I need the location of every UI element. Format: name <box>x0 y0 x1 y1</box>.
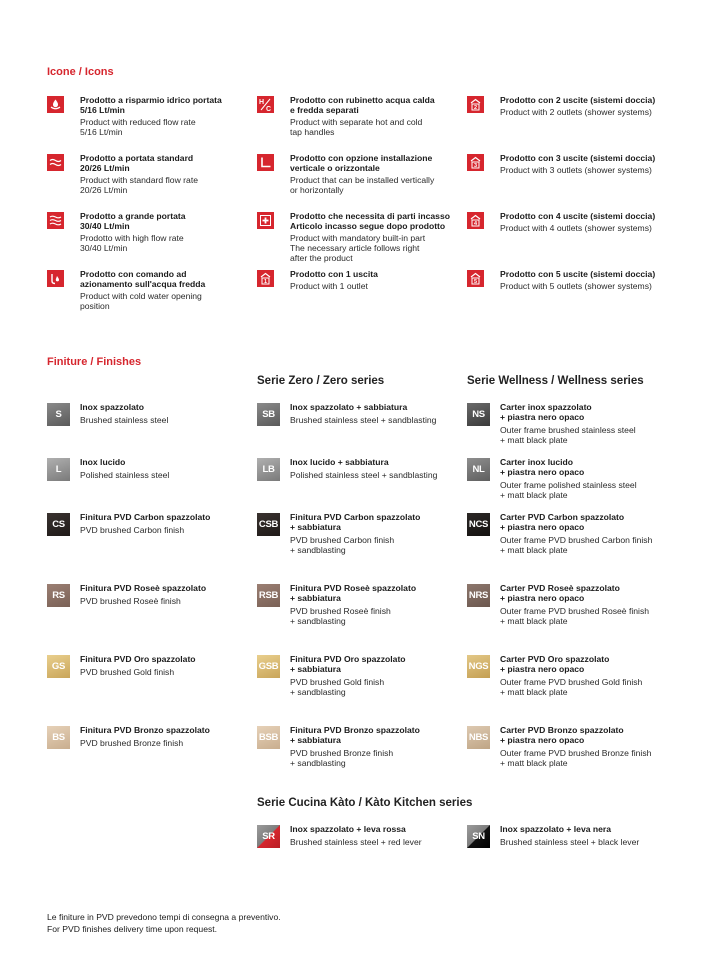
outlet-count: 1 <box>263 279 268 285</box>
outlet-count: 5 <box>473 279 478 285</box>
icon-label-it: Prodotto con 4 uscite (sistemi doccia) <box>500 211 656 221</box>
outlet-5-icon <box>467 270 484 287</box>
outlet-count: 2 <box>473 105 478 111</box>
footer-note <box>47 911 281 935</box>
finish-swatch: NRS <box>467 584 490 607</box>
finish-label-en: Polished stainless steel + sandblasting <box>290 470 438 480</box>
icon-label-it: Prodotto con opzione installazione verticale o orizzontale <box>290 153 433 173</box>
icon-label-it: Prodotto a risparmio idrico portata 5/16 Lt/min <box>80 95 222 115</box>
icon-label-it: Prodotto a portata standard 20/26 Lt/min <box>80 153 194 173</box>
icon-label-it: Prodotto con 2 uscite (sistemi doccia) <box>500 95 656 105</box>
built-in-icon <box>257 212 274 229</box>
finish-label-it: Finitura PVD Carbon spazzolato <box>80 512 211 522</box>
finish-label-it: Inox spazzolato + leva rossa <box>290 824 406 834</box>
finish-label-it: Finitura PVD Roseè spazzolato + sabbiatura <box>290 583 417 603</box>
finish-swatch: CS <box>47 513 70 536</box>
outlet-count: 4 <box>473 221 478 227</box>
finish-swatch: NL <box>467 458 490 481</box>
finish-swatch: SR <box>257 825 280 848</box>
icon-label-en: Product with standard flow rate 20/26 Lt/min <box>80 175 198 195</box>
finish-label-it: Finitura PVD Roseè spazzolato <box>80 583 207 593</box>
finish-label-en: Outer frame polished stainless steel + matt black plate <box>500 480 637 500</box>
svg-text:H: H <box>259 99 265 106</box>
finish-label-en: PVD brushed Bronze finish + sandblasting <box>290 748 394 768</box>
cold-opening-icon <box>47 270 64 287</box>
outlet-count: 3 <box>473 163 478 169</box>
finish-swatch: NBS <box>467 726 490 749</box>
finish-label-it: Finitura PVD Oro spazzolato <box>80 654 196 664</box>
footer-note-it: Le finiture in PVD prevedono tempi di consegna a preventivo. <box>47 912 281 922</box>
outlet-3-icon <box>467 154 484 171</box>
finish-label-it: Inox spazzolato + sabbiatura <box>290 402 408 412</box>
icon-label-it: Prodotto a grande portata 30/40 Lt/min <box>80 211 186 231</box>
finish-label-it: Carter PVD Carbon spazzolato + piastra nero opaco <box>500 512 625 532</box>
icon-label-it: Prodotto con 5 uscite (sistemi doccia) <box>500 269 656 279</box>
finish-swatch: GSB <box>257 655 280 678</box>
finish-swatch: BS <box>47 726 70 749</box>
icon-label-en: Product with 1 outlet <box>290 281 368 291</box>
finish-label-it: Inox lucido + sabbiatura <box>290 457 389 467</box>
icon-label-it: Prodotto con comando ad azionamento sull'acqua fredda <box>80 269 206 289</box>
icons-section-title: Icone / Icons <box>47 66 114 78</box>
finish-swatch: NCS <box>467 513 490 536</box>
icon-label-en: Prodotto with high flow rate 30/40 Lt/min <box>80 233 184 253</box>
triple-waves-icon <box>47 212 64 229</box>
icon-label-en: Product with mandatory built-in part The necessary article follows right after the product <box>290 233 426 263</box>
icon-label-en: Product with separate hot and cold tap handles <box>290 117 423 137</box>
icon-label-it: Prodotto con 3 uscite (sistemi doccia) <box>500 153 656 163</box>
icon-label-it: Prodotto con rubinetto acqua calda e fredda separati <box>290 95 435 115</box>
icon-label-en: Product with 4 outlets (shower systems) <box>500 223 652 233</box>
finish-label-en: PVD brushed Carbon finish <box>80 525 185 535</box>
finish-label-en: Polished stainless steel <box>80 470 170 480</box>
finish-swatch: RS <box>47 584 70 607</box>
finish-swatch: BSB <box>257 726 280 749</box>
finish-label-it: Finitura PVD Bronzo spazzolato + sabbiatura <box>290 725 420 745</box>
wellness-series-title: Serie Wellness / Wellness series <box>467 375 644 387</box>
finish-label-en: Brushed stainless steel + black lever <box>500 837 640 847</box>
finish-swatch: RSB <box>257 584 280 607</box>
finish-label-en: Outer frame PVD brushed Carbon finish + matt black plate <box>500 535 653 555</box>
icon-label-en: Product with 3 outlets (shower systems) <box>500 165 652 175</box>
finish-label-it: Finitura PVD Oro spazzolato + sabbiatura <box>290 654 406 674</box>
outlet-4-icon <box>467 212 484 229</box>
icon-label-it: Prodotto con 1 uscita <box>290 269 378 279</box>
icon-label-en: Product that can be installed vertically or horizontally <box>290 175 435 195</box>
finish-label-en: Outer frame brushed stainless steel + matt black plate <box>500 425 636 445</box>
finish-label-it: Finitura PVD Carbon spazzolato + sabbiatura <box>290 512 421 532</box>
finish-label-en: Outer frame PVD brushed Roseè finish + matt black plate <box>500 606 650 626</box>
finish-label-en: PVD brushed Roseè finish <box>80 596 181 606</box>
hand-drop-icon <box>47 96 64 113</box>
waves-icon <box>47 154 64 171</box>
footer-note-en: For PVD finishes delivery time upon request. <box>47 924 218 934</box>
svg-text:C: C <box>266 106 272 112</box>
zero-series-title: Serie Zero / Zero series <box>257 375 385 387</box>
finish-label-en: PVD brushed Carbon finish + sandblasting <box>290 535 395 555</box>
kato-series-title: Serie Cucina Kàto / Kàto Kitchen series <box>257 797 473 809</box>
finish-label-it: Inox spazzolato <box>80 402 144 412</box>
icon-label-en: Product with cold water opening position <box>80 291 202 311</box>
icon-label-it: Prodotto che necessita di parti incasso Articolo incasso segue dopo prodotto <box>290 211 450 231</box>
finish-swatch: S <box>47 403 70 426</box>
icon-label-en: Product with reduced flow rate 5/16 Lt/min <box>80 117 196 137</box>
angle-install-icon <box>257 154 274 171</box>
finish-label-it: Finitura PVD Bronzo spazzolato <box>80 725 210 735</box>
finish-label-en: PVD brushed Roseè finish + sandblasting <box>290 606 391 626</box>
finish-swatch: NS <box>467 403 490 426</box>
finish-swatch: CSB <box>257 513 280 536</box>
finish-swatch: LB <box>257 458 280 481</box>
finish-label-it: Inox lucido <box>80 457 126 467</box>
finish-swatch: NGS <box>467 655 490 678</box>
finish-label-en: PVD brushed Gold finish + sandblasting <box>290 677 385 697</box>
finish-swatch: L <box>47 458 70 481</box>
finishes-section-title: Finiture / Finishes <box>47 356 142 368</box>
finish-swatch: GS <box>47 655 70 678</box>
finish-label-it: Inox spazzolato + leva nera <box>500 824 612 834</box>
finish-label-it: Carter inox spazzolato + piastra nero opaco <box>500 402 592 422</box>
outlet-2-icon <box>467 96 484 113</box>
finish-swatch: SB <box>257 403 280 426</box>
finish-label-it: Carter PVD Oro spazzolato + piastra nero opaco <box>500 654 610 674</box>
finish-label-it: Carter inox lucido + piastra nero opaco <box>500 457 585 477</box>
finish-label-it: Carter PVD Roseè spazzolato + piastra nero opaco <box>500 583 620 603</box>
finish-label-en: PVD brushed Bronze finish <box>80 738 184 748</box>
finish-label-it: Carter PVD Bronzo spazzolato + piastra nero opaco <box>500 725 624 745</box>
finish-label-en: Outer frame PVD brushed Gold finish + matt black plate <box>500 677 643 697</box>
outlet-1-icon <box>257 270 274 287</box>
finish-label-en: Brushed stainless steel + red lever <box>290 837 422 847</box>
finish-label-en: Brushed stainless steel + sandblasting <box>290 415 437 425</box>
hot-cold-icon <box>257 96 274 113</box>
icon-label-en: Product with 5 outlets (shower systems) <box>500 281 652 291</box>
icon-label-en: Product with 2 outlets (shower systems) <box>500 107 652 117</box>
finish-swatch: SN <box>467 825 490 848</box>
finish-label-en: PVD brushed Gold finish <box>80 667 175 677</box>
finish-label-en: Brushed stainless steel <box>80 415 169 425</box>
finish-label-en: Outer frame PVD brushed Bronze finish + matt black plate <box>500 748 652 768</box>
